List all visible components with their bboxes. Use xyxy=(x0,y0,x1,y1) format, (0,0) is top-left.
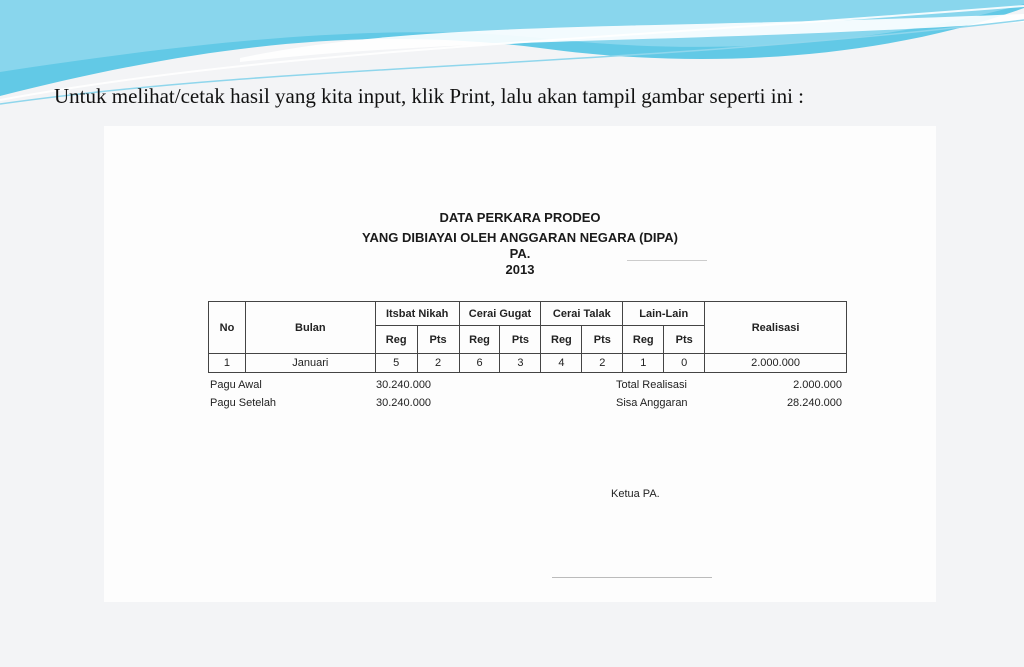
group-cerai-talak-header: Cerai Talak xyxy=(541,302,623,326)
instruction-text: Untuk melihat/cetak hasil yang kita input, klik Print, lalu akan tampil gambar seperti ini : xyxy=(54,84,805,108)
pagu-setelah-value: 30.240.000 xyxy=(376,397,432,409)
sub-reg-header: Reg xyxy=(459,326,500,354)
cell-bulan: Januari xyxy=(245,354,375,373)
table-header-row xyxy=(209,302,847,326)
cell-lain-pts: 0 xyxy=(664,354,705,373)
cell-gugat-reg: 6 xyxy=(459,354,500,373)
total-realisasi-value: 2.000.000 xyxy=(793,379,842,391)
sisa-anggaran-label: Sisa Anggaran xyxy=(616,397,688,409)
total-realisasi-label: Total Realisasi xyxy=(616,379,687,391)
cell-no: 1 xyxy=(209,354,246,373)
col-no-header: No xyxy=(209,302,246,354)
report-title-line1: DATA PERKARA PRODEO xyxy=(439,210,601,225)
ketua-pa-label: Ketua PA. xyxy=(611,488,660,500)
report-title-line3: PA. xyxy=(509,246,531,261)
pagu-setelah-label: Pagu Setelah xyxy=(210,397,277,409)
pagu-awal-value: 30.240.000 xyxy=(376,379,432,391)
pagu-awal-label: Pagu Awal xyxy=(210,379,262,391)
sisa-anggaran-value: 28.240.000 xyxy=(786,397,842,409)
sub-reg-header: Reg xyxy=(541,326,582,354)
cell-talak-pts: 2 xyxy=(582,354,623,373)
sub-pts-header: Pts xyxy=(417,326,459,354)
col-realisasi-header: Realisasi xyxy=(705,302,847,354)
col-bulan-header: Bulan xyxy=(245,302,375,354)
sub-pts-header: Pts xyxy=(664,326,705,354)
signature-line xyxy=(552,577,712,578)
cell-itsbat-reg: 5 xyxy=(375,354,417,373)
group-cerai-gugat-header: Cerai Gugat xyxy=(459,302,541,326)
report-year: 2013 xyxy=(505,262,535,277)
cell-realisasi: 2.000.000 xyxy=(705,354,847,373)
sub-pts-header: Pts xyxy=(582,326,623,354)
group-itsbat-nikah-header: Itsbat Nikah xyxy=(375,302,459,326)
pa-name-underline xyxy=(627,260,707,261)
group-lain-lain-header: Lain-Lain xyxy=(623,302,705,326)
cell-gugat-pts: 3 xyxy=(500,354,541,373)
print-preview-document xyxy=(104,126,936,602)
sub-reg-header: Reg xyxy=(623,326,664,354)
prodeo-cases-table xyxy=(208,301,847,373)
report-title-line2: YANG DIBIAYAI OLEH ANGGARAN NEGARA (DIPA) xyxy=(362,230,678,245)
cell-itsbat-pts: 2 xyxy=(417,354,459,373)
cell-lain-reg: 1 xyxy=(623,354,664,373)
table-row xyxy=(209,354,847,373)
sub-pts-header: Pts xyxy=(500,326,541,354)
sub-reg-header: Reg xyxy=(375,326,417,354)
cell-talak-reg: 4 xyxy=(541,354,582,373)
